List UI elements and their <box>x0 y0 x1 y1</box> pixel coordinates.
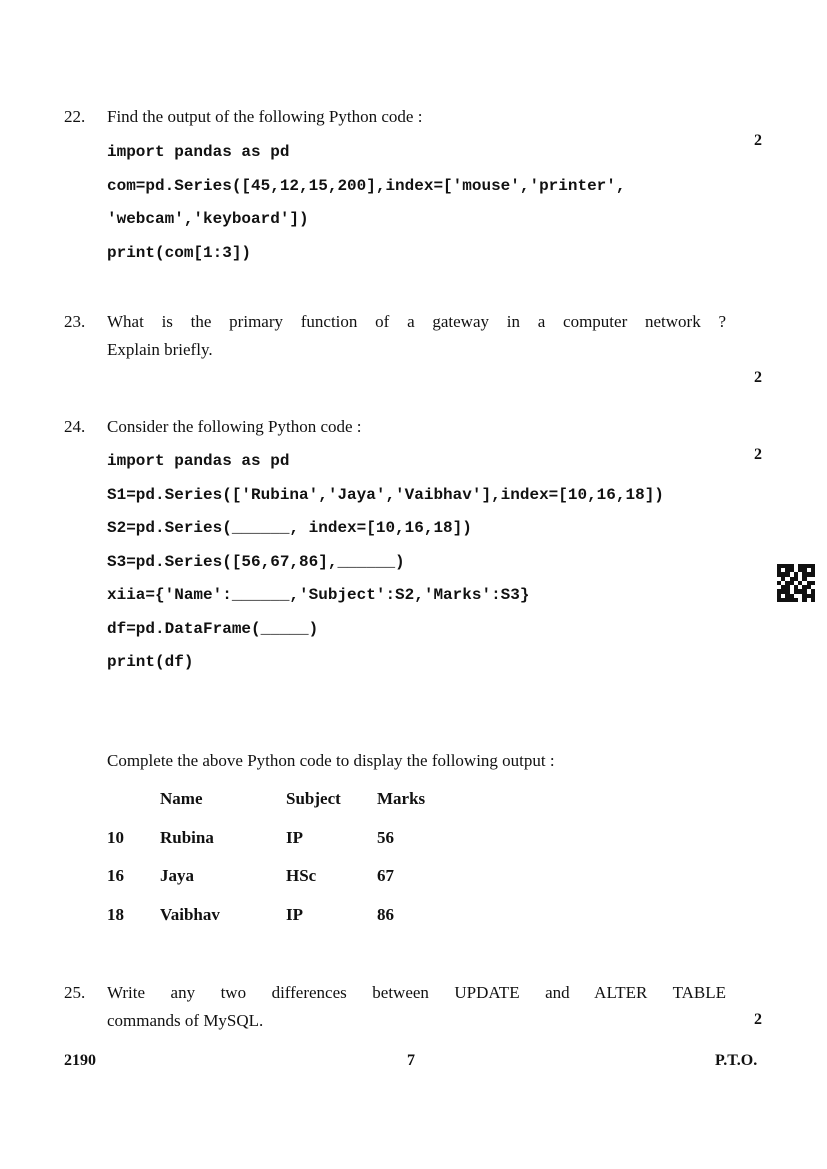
q24-code-line-2: S1=pd.Series(['Rubina','Jaya','Vaibhav'],index=[10,16,18]) <box>107 486 664 504</box>
output-cell-marks: 56 <box>377 828 394 847</box>
output-header-marks: Marks <box>377 789 426 808</box>
output-table-row <box>0 828 827 850</box>
q24-code-line-1: import pandas as pd <box>107 452 290 470</box>
output-cell-index: 18 <box>107 905 124 924</box>
footer-pto: P.T.O. <box>715 1052 758 1069</box>
q22-marks: 2 <box>754 132 762 149</box>
q22-number: 22. <box>64 107 86 126</box>
output-cell-marks: 67 <box>377 866 394 885</box>
output-cell-name: Vaibhav <box>160 905 220 924</box>
output-table-row <box>0 905 827 927</box>
output-cell-subject: HSc <box>286 866 317 885</box>
q24-number: 24. <box>64 417 86 436</box>
q24-code-line-5: xiia={'Name':______,'Subject':S2,'Marks':S3} <box>107 586 530 604</box>
output-header-name: Name <box>160 789 203 808</box>
q22-code-line-2: com=pd.Series([45,12,15,200],index=['mouse','printer', <box>107 177 626 195</box>
q24-text: Consider the following Python code : <box>107 417 362 436</box>
q24-instruction: Complete the above Python code to display the following output : <box>107 751 555 770</box>
q25-marks: 2 <box>754 1011 762 1028</box>
footer-paper-code: 2190 <box>64 1052 96 1069</box>
q24-marks: 2 <box>754 446 762 463</box>
q23-text-line-2: Explain briefly. <box>107 340 213 359</box>
q25-text-line-1: Write any two differences between UPDATE and ALTER TABLE <box>107 983 726 1002</box>
q22-code-line-1: import pandas as pd <box>107 143 290 161</box>
q23-marks: 2 <box>754 369 762 386</box>
output-header-subject: Subject <box>286 789 341 808</box>
q25-text-line-2: commands of MySQL. <box>107 1011 264 1030</box>
q22-code-line-4: print(com[1:3]) <box>107 244 252 262</box>
q23-number: 23. <box>64 312 86 331</box>
output-cell-marks: 86 <box>377 905 394 924</box>
q25-number: 25. <box>64 983 86 1002</box>
q24-code-line-6: df=pd.DataFrame(_____) <box>107 620 319 638</box>
q24-code-line-7: print(df) <box>107 653 194 671</box>
output-table-row <box>0 866 827 888</box>
output-cell-subject: IP <box>286 828 303 847</box>
q22-code-line-3: 'webcam','keyboard']) <box>107 210 309 228</box>
output-table-header <box>0 789 827 811</box>
q24-code-line-4: S3=pd.Series([56,67,86],______) <box>107 553 405 571</box>
footer-page-number: 7 <box>407 1052 415 1069</box>
q23-text-line-1: What is the primary function of a gateway in a computer network ? <box>107 312 726 331</box>
output-cell-name: Jaya <box>160 866 194 885</box>
output-cell-index: 10 <box>107 828 124 847</box>
qr-code-icon <box>777 564 815 602</box>
q24-code-line-3: S2=pd.Series(______, index=[10,16,18]) <box>107 519 472 537</box>
output-cell-subject: IP <box>286 905 303 924</box>
output-cell-name: Rubina <box>160 828 214 847</box>
q22-text: Find the output of the following Python code : <box>107 107 423 126</box>
output-cell-index: 16 <box>107 866 124 885</box>
